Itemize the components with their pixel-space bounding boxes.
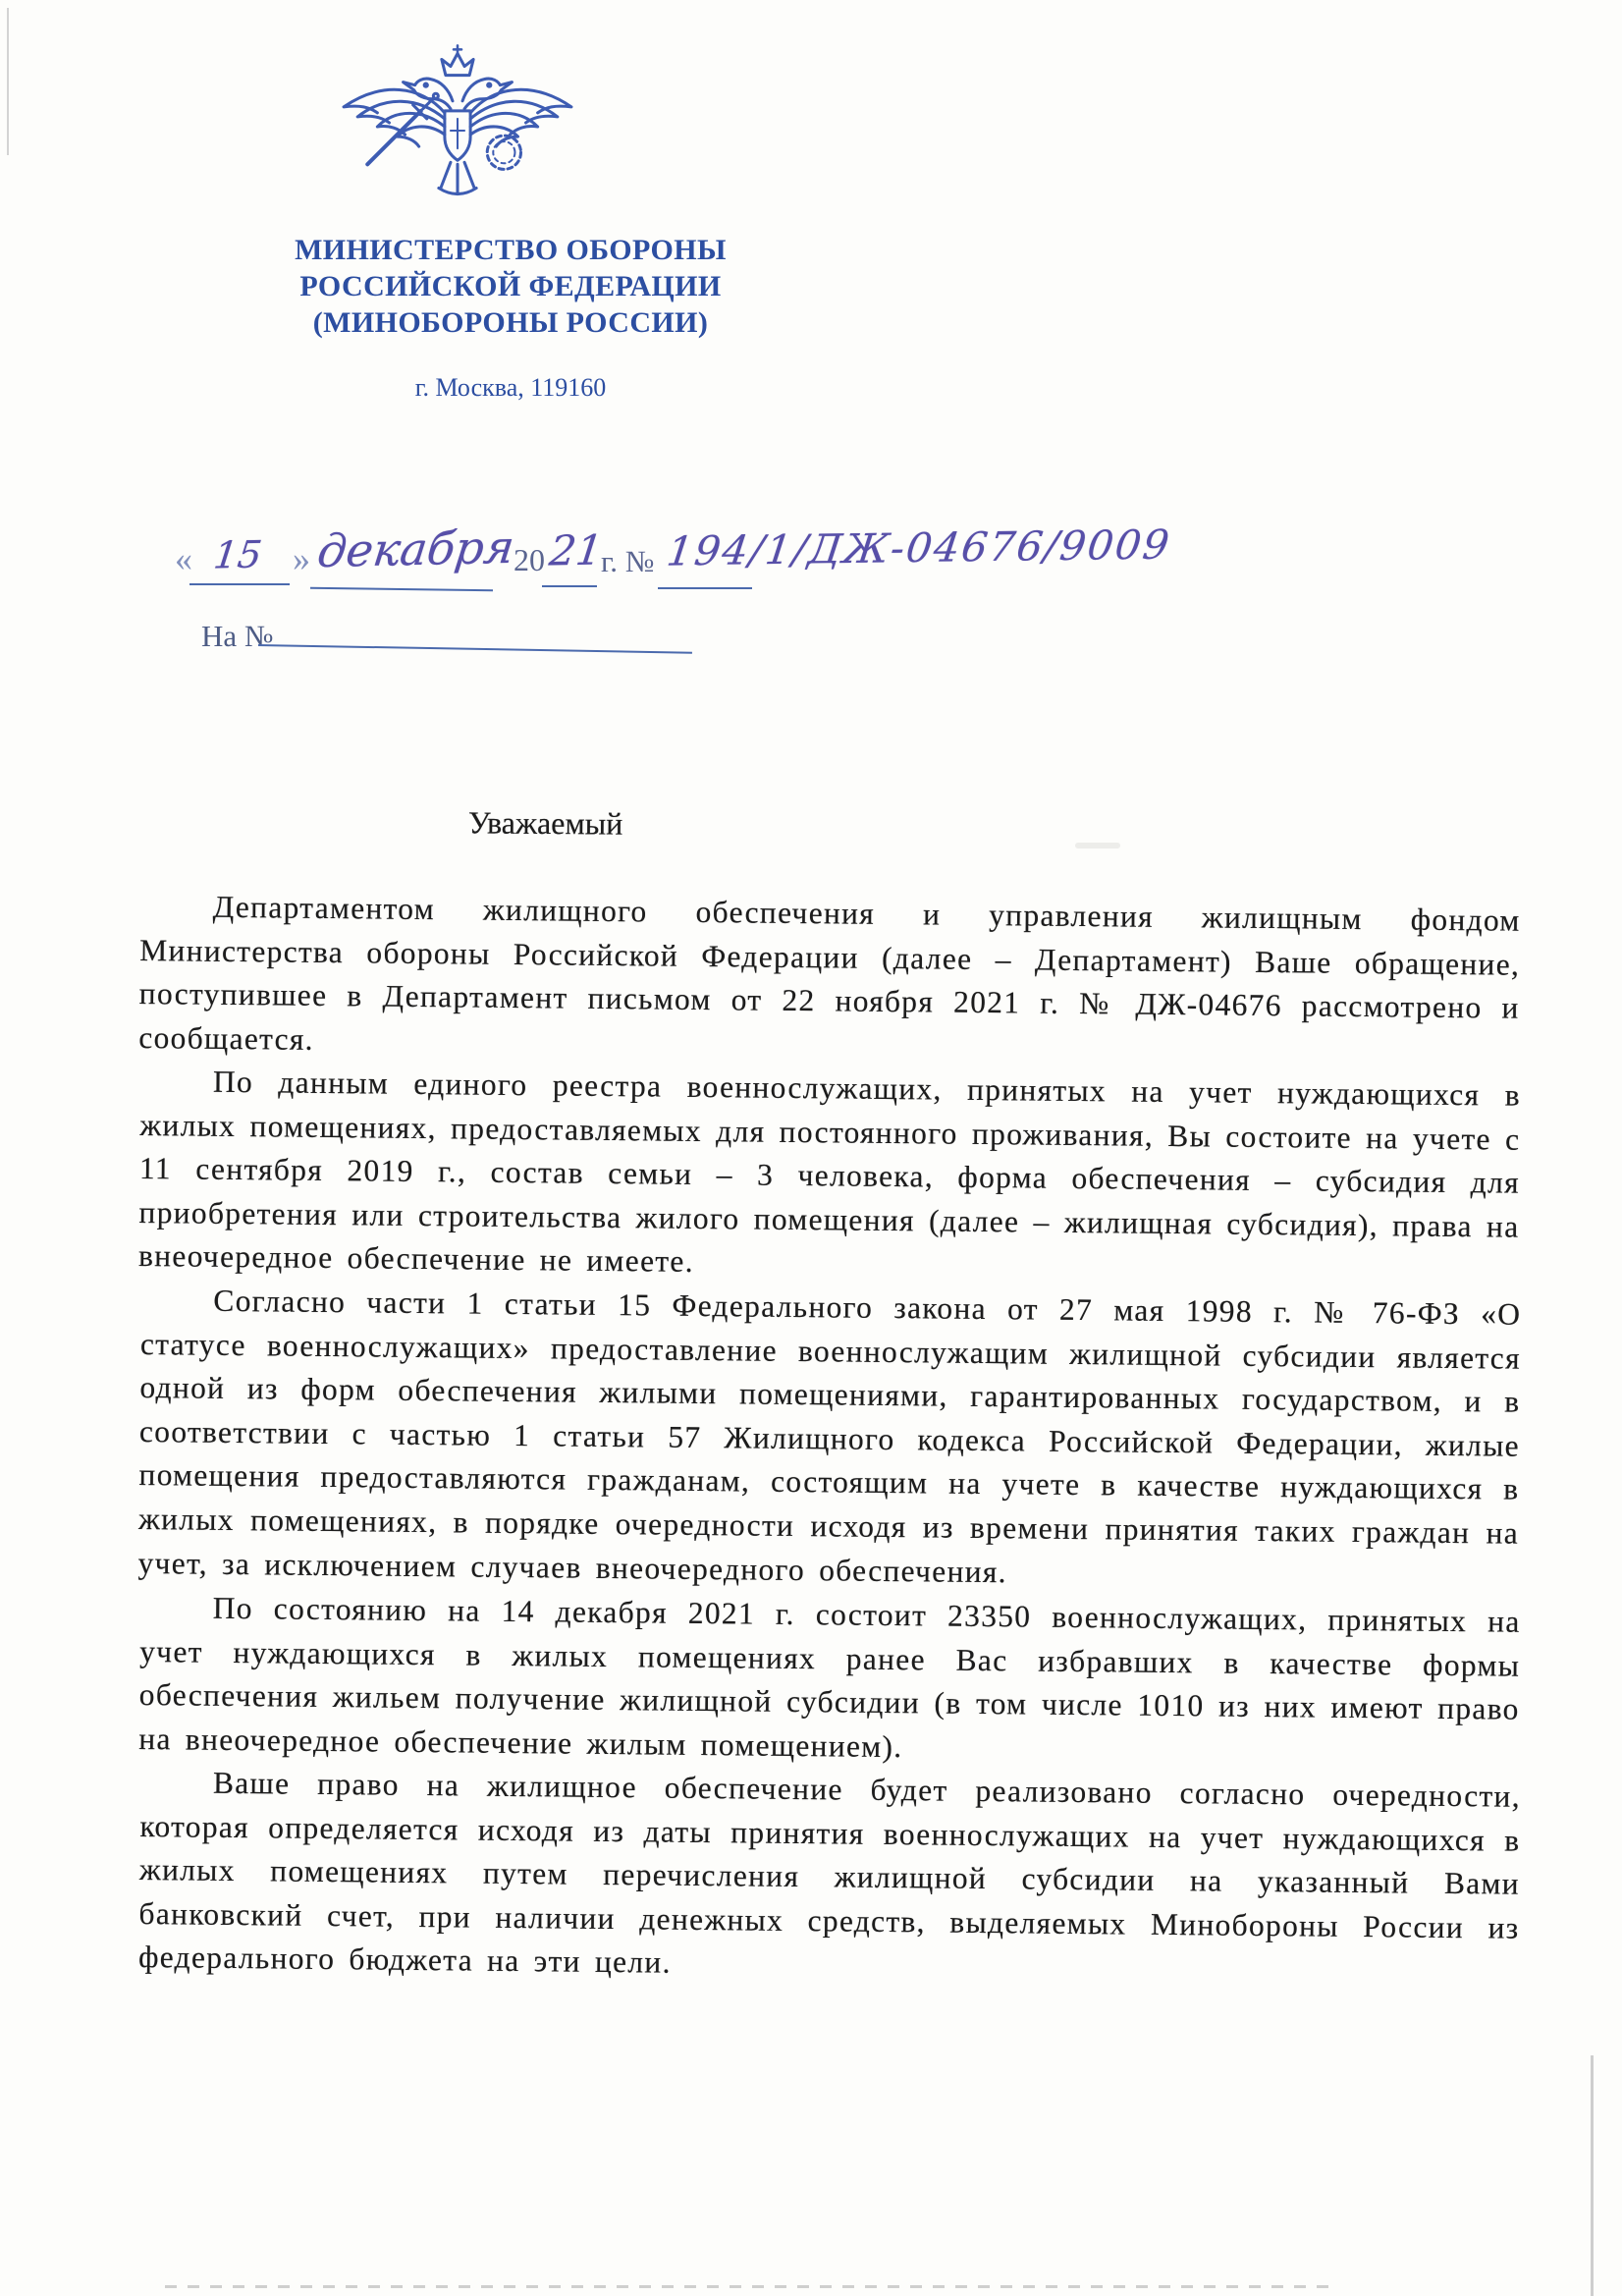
- scan-artifact-left-edge: [7, 8, 9, 155]
- ministry-name-line1: МИНИСТЕРСТВО ОБОРОНЫ: [295, 234, 727, 266]
- reference-blank-line: [258, 644, 692, 654]
- paragraph-intro: Департаментом жилищного обеспечения и управления жилищным фондом Министерства обороны Российской Федерации (далее – Департамент) Ваше обращение, поступившее в Департамент письмом от 22 ноября 2021 г. № ДЖ-04676 рассмотрено и сообщается.: [138, 889, 1521, 1057]
- year-suffix-label: г. №: [601, 544, 655, 578]
- ministry-name-line3: (МИНОБОРОНЫ РОССИИ): [312, 306, 709, 339]
- year-printed-prefix: 20: [514, 542, 545, 577]
- scan-artifact-right-edge: [1591, 2055, 1594, 2296]
- salutation: Уважаемый: [467, 804, 623, 842]
- scan-artifact-bottom-bleedthrough: [165, 2285, 1338, 2288]
- paragraph-legal-basis: Согласно части 1 статьи 15 Федерального закона от 27 мая 1998 г. № 76-ФЗ «О статусе военнослужащих» предоставление военнослужащим жилищной субсидии является одной из форм обеспечения жилыми помещениями, гарантированных государством, и в соответствии с частью 1 статьи 57 Жилищного кодекса Российской Федерации, жилые помещения предоставляются гражданам, состоящим на учете в качестве нуждающихся в жилых помещениях, в порядке очередности исходя из времени принятия таких граждан на учет, за исключением случаев внеочередного обеспечения.: [137, 1284, 1522, 1590]
- reference-label: На №: [201, 619, 274, 653]
- year-underline: [542, 585, 597, 587]
- year-handwritten: 21: [546, 525, 606, 575]
- date-month-handwritten: декабря: [314, 519, 517, 578]
- date-day-handwritten: 15: [211, 532, 265, 577]
- ministry-emblem-icon: [334, 41, 581, 210]
- number-underline: [658, 587, 752, 589]
- letter-body: [139, 885, 1520, 1980]
- paragraph-registry-status: По данным единого реестра военнослужащих, принятых на учет нуждающихся в жилых помещениях, предоставляемых для постоянного проживания, Вы состоите на учете с 11 сентября 2019 г., состав семьи – 3 человека, форма обеспечения – субсидия для приобретения или строительства жилого помещения (далее – жилищная субсидия), права на внеочередное обеспечение не имеете.: [137, 1065, 1522, 1280]
- paragraph-realization: Ваше право на жилищное обеспечение будет реализовано согласно очередности, которая определяется исходя из даты принятия военнослужащих на учет нуждающихся в жилых помещениях путем перечисления жилищной субсидии на указанный Вами банковский счет, при наличии денежных средств, выделяемых Минобороны России из федерального бюджета на эти цели.: [137, 1765, 1522, 1980]
- outgoing-number-handwritten: 194/1/ДЖ-04676/9009: [664, 520, 1174, 575]
- postal-address: г. Москва, 119160: [414, 373, 607, 402]
- scan-smudge: [1075, 843, 1120, 848]
- date-day-underline: [189, 583, 290, 585]
- date-open-quote: «: [175, 539, 192, 578]
- ministry-name-line2: РОССИЙСКОЙ ФЕДЕРАЦИИ: [299, 270, 722, 302]
- date-close-quote: »: [293, 539, 310, 578]
- date-month-underline: [310, 587, 493, 592]
- ministry-name-block: [283, 232, 738, 341]
- paragraph-queue-statistics: По состоянию на 14 декабря 2021 г. состоит 23350 военнослужащих, принятых на учет нуждающихся в жилых помещениях ранее Вас избравших в качестве формы обеспечения жильем получение жилищной субсидии (в том числе 1010 из них имеют право на внеочередное обеспечение жилым помещением).: [138, 1590, 1521, 1764]
